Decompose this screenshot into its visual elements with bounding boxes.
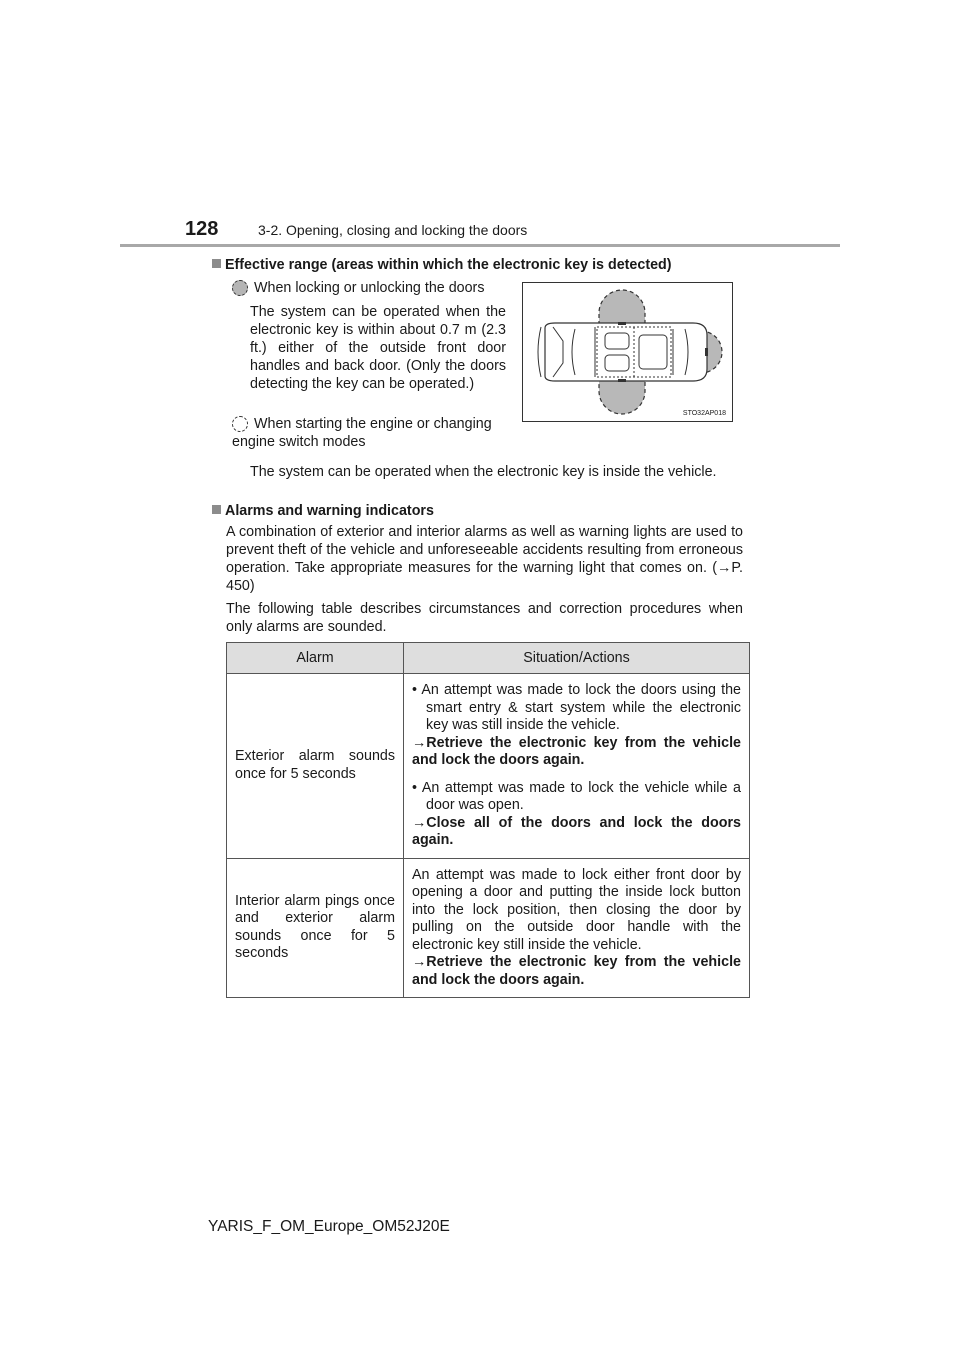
table-row (227, 674, 750, 859)
square-bullet-icon (212, 259, 221, 268)
dashed-circle-icon (232, 416, 248, 432)
shaded-dashed-circle-icon (232, 280, 248, 296)
table-intro: The following table describes circumstances and correction procedures when only alarms are sounded. (226, 601, 743, 635)
legend-lock: When locking or unlocking the doors (232, 279, 484, 297)
alarms-intro: A combination of exterior and interior alarms as well as warning lights are used to prevent theft of the vehicle and unforeseeable accidents resulting from erroneous operation. Take appropriate measures for the warning light that comes on. (→P. 450) (226, 524, 743, 594)
page-number: 128 (185, 218, 219, 240)
situation-bullet: • An attempt was made to lock the doors using the smart entry & start system while the electronic key was still inside the vehicle. (412, 682, 741, 733)
action-text: →Retrieve the electronic key from the vehicle and lock the doors again. (412, 734, 741, 768)
action-text: →Retrieve the electronic key from the vehicle and lock the doors again. (412, 954, 741, 988)
situation-cell (404, 858, 750, 998)
chapter-title: 3-2. Opening, closing and locking the doors (258, 222, 528, 238)
legend-start: When starting the engine or changing engine switch modes (232, 416, 492, 450)
alarms-heading: Alarms and warning indicators (212, 503, 434, 519)
alarm-table (226, 642, 750, 998)
column-header-alarm: Alarm (227, 643, 404, 674)
start-range-text: The system can be operated when the electronic key is inside the vehicle. (250, 464, 717, 480)
alarm-cell: Exterior alarm sounds once for 5 seconds (227, 674, 404, 859)
alarm-cell: Interior alarm pings once and exterior alarm sounds once for 5 seconds (227, 858, 404, 998)
column-header-situation: Situation/Actions (404, 643, 750, 674)
lock-range-text: The system can be operated when the electronic key is within about 0.7 m (2.3 ft.) either of the outside front door handles and back door. (Only the doors detecting the key can be operated.) (250, 304, 506, 392)
action-text: →Close all of the doors and lock the doors again. (412, 814, 741, 848)
effective-range-figure (522, 282, 733, 422)
table-row (227, 858, 750, 998)
header-rule (120, 244, 840, 247)
vehicle-top-view-diagram (523, 283, 732, 421)
figure-code: STO32AP018 (682, 410, 726, 417)
situation-text: An attempt was made to lock either front door by opening a door and putting the inside lock button into the lock position, then closing the door by pulling on the outside door handle with the electronic key still inside the vehicle. (412, 866, 741, 953)
table-header-row (227, 643, 750, 674)
situation-bullet: • An attempt was made to lock the vehicle while a door was open. (412, 779, 741, 813)
effective-range-heading: Effective range (areas within which the electronic key is detected) (212, 257, 672, 273)
square-bullet-icon (212, 505, 221, 514)
document-code: YARIS_F_OM_Europe_OM52J20E (208, 1218, 450, 1235)
situation-cell (404, 674, 750, 859)
